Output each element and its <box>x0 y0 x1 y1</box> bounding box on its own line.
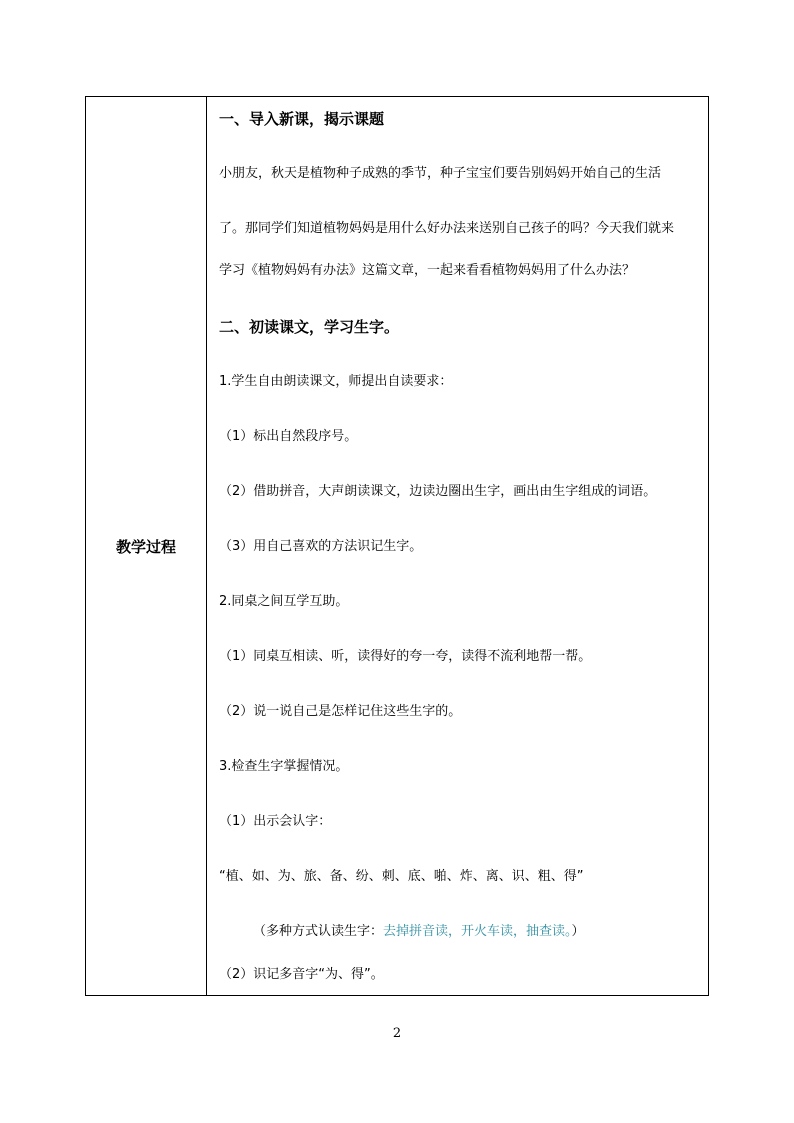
content-line: （2）说一说自己是怎样记住这些生字的。 <box>219 704 462 719</box>
content-cell <box>207 97 708 995</box>
label-cell <box>86 97 207 995</box>
content-line: 1.学生自由朗读课文，师提出自读要求： <box>219 374 453 389</box>
content-line: （1）标出自然段序号。 <box>219 429 358 444</box>
content-line: （3）用自己喜欢的方法识记生字。 <box>219 539 423 554</box>
section-heading: 二、初读课文，学习生字。 <box>219 318 400 336</box>
content-line: （2）借助拼音，大声朗读课文，边读边圈出生字，画出由生字组成的词语。 <box>219 484 657 499</box>
section-heading: 一、导入新课，揭示课题 <box>219 110 385 128</box>
content-line: （2）识记多音字“为、得”。 <box>219 967 384 982</box>
lesson-plan-table <box>85 96 709 996</box>
content-line: （1）出示会认字： <box>219 814 332 829</box>
content-line: 3.检查生字掌握情况。 <box>219 759 349 774</box>
content-line: “植、如、为、旅、备、纷、刺、底、啪、炸、离、识、粗、得” <box>219 869 584 884</box>
page-number: 2 <box>392 1026 402 1041</box>
method-note-highlight: 去掉拼音读，开火车读，抽查读。 <box>383 924 572 939</box>
content-line: 2.同桌之间互学互助。 <box>219 594 349 609</box>
content-line: 小朋友，秋天是植物种子成熟的季节，种子宝宝们要告别妈妈开始自己的生活 <box>219 166 662 181</box>
method-note-line <box>253 922 704 942</box>
method-note-suffix: ） <box>571 924 585 939</box>
section-label: 教学过程 <box>115 537 176 556</box>
method-note-prefix: （多种方式认读生字： <box>253 924 384 939</box>
content-line: （1）同桌互相读、听，读得好的夸一夸，读得不流利地帮一帮。 <box>219 649 592 664</box>
content-line: 学习《植物妈妈有办法》这篇文章，一起来看看植物妈妈用了什么办法？ <box>219 263 636 278</box>
content-line: 了。那同学们知道植物妈妈是用什么好办法来送别自己孩子的吗？今天我们就来 <box>219 221 675 236</box>
